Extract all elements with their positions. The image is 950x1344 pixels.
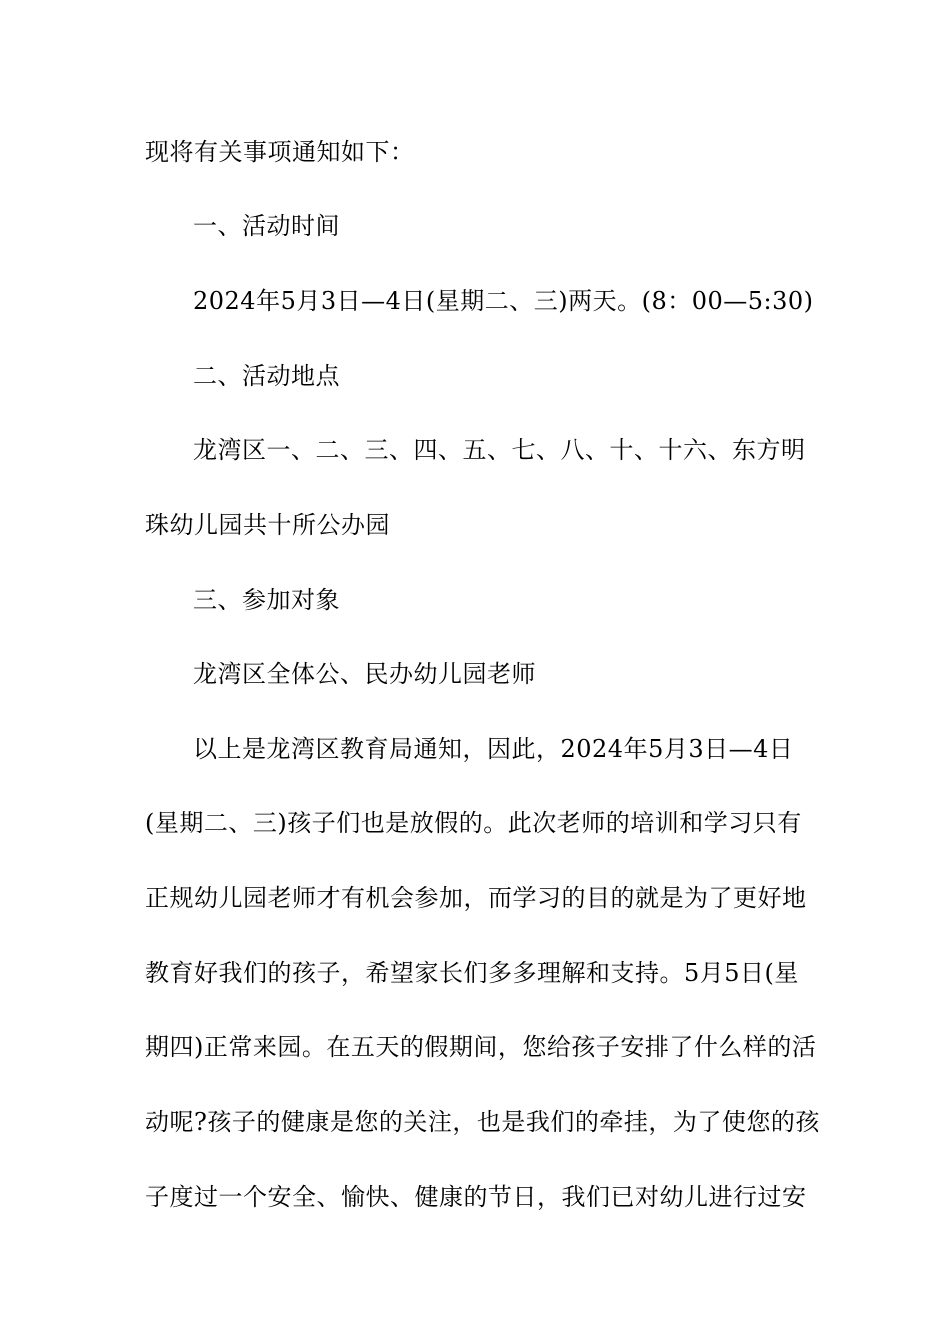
section-heading-time: 一、活动时间 bbox=[193, 212, 340, 240]
body-paragraph-line-1: 以上是龙湾区教育局通知，因此，2024年5月3日—4日 bbox=[193, 735, 794, 763]
body-paragraph-line-2: (星期二、三)孩子们也是放假的。此次老师的培训和学习只有 bbox=[145, 809, 802, 837]
section-heading-participants: 三、参加对象 bbox=[193, 586, 340, 614]
location-text-line-2: 珠幼儿园共十所公办园 bbox=[145, 511, 390, 539]
activity-time-text: 2024年5月3日—4日(星期二、三)两天。(8：00—5:30) bbox=[193, 287, 814, 315]
body-paragraph-line-3: 正规幼儿园老师才有机会参加，而学习的目的就是为了更好地 bbox=[145, 884, 807, 912]
body-paragraph-line-4: 教育好我们的孩子，希望家长们多多理解和支持。5月5日(星 bbox=[145, 959, 799, 987]
location-text-line-1: 龙湾区一、二、三、四、五、七、八、十、十六、东方明 bbox=[193, 436, 806, 464]
body-paragraph-line-6: 动呢?孩子的健康是您的关注，也是我们的牵挂，为了使您的孩 bbox=[145, 1108, 820, 1136]
body-paragraph-line-5: 期四)正常来园。在五天的假期间，您给孩子安排了什么样的活 bbox=[145, 1033, 817, 1061]
section-heading-location: 二、活动地点 bbox=[193, 362, 340, 390]
participants-text: 龙湾区全体公、民办幼儿园老师 bbox=[193, 660, 536, 688]
intro-line: 现将有关事项通知如下： bbox=[145, 138, 415, 166]
body-paragraph-line-7: 子度过一个安全、愉快、健康的节日，我们已对幼儿进行过安 bbox=[145, 1183, 807, 1211]
